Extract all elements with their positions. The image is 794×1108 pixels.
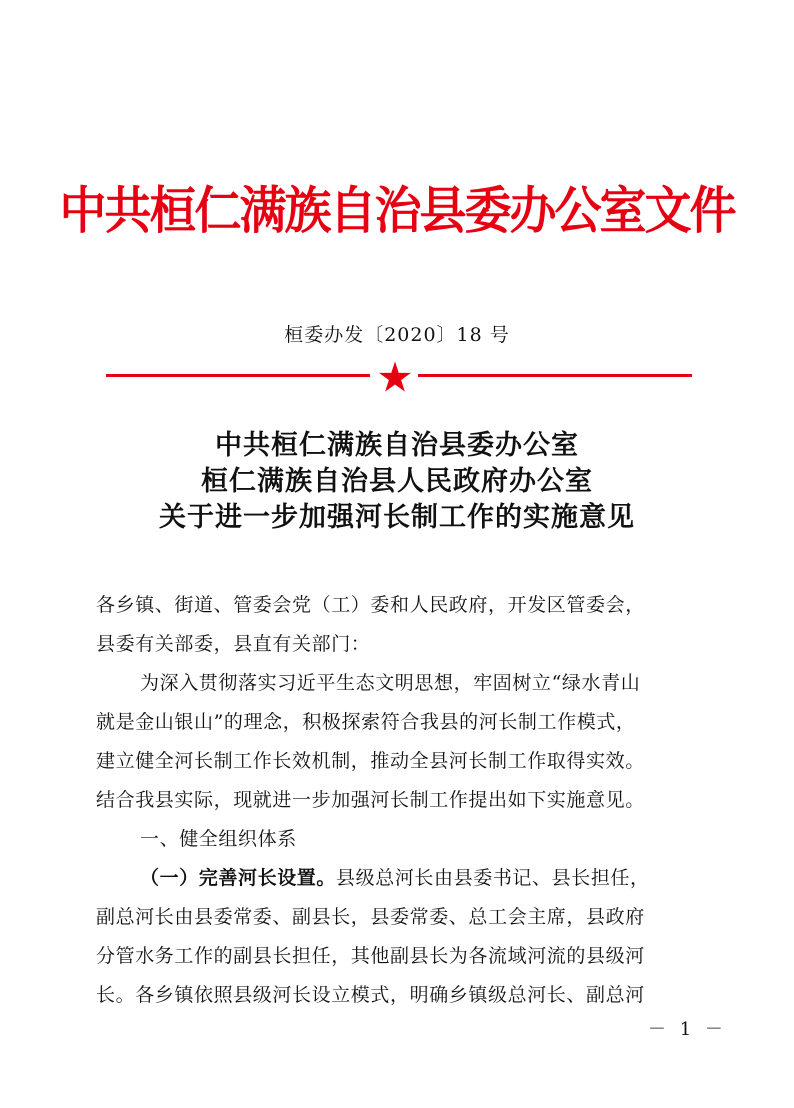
document-main-title [0, 428, 794, 536]
title-line: 中共桓仁满族自治县委办公室 [215, 430, 579, 461]
subsection-paragraph-line: 副总河长由县委常委、副县长，县委常委、总工会主席，县政府 [96, 906, 645, 928]
divider-line-left [106, 374, 370, 377]
red-divider [106, 360, 692, 394]
document-number: 桓委办发〔2020〕18 号 [284, 324, 510, 346]
document-body [96, 586, 716, 1015]
intro-paragraph-line: 就是金山银山”的理念，积极探索符合我县的河长制工作模式， [96, 711, 636, 733]
document-header-title: 中共桓仁满族自治县委办公室文件 [59, 181, 735, 242]
subsection-paragraph-line: 分管水务工作的副县长担任，其他副县长为各流域河流的县级河 [96, 945, 645, 967]
intro-paragraph-line: 结合我县实际，现就进一步加强河长制工作提出如下实施意见。 [96, 789, 645, 811]
title-line: 桓仁满族自治县人民政府办公室 [201, 466, 593, 497]
subsection-paragraph-line [96, 859, 716, 898]
subsection-paragraph-line: 长。各乡镇依照县级河长设立模式，明确乡镇级总河长、副总河 [96, 984, 645, 1006]
title-line: 关于进一步加强河长制工作的实施意见 [159, 502, 635, 533]
subsection-text: 县级总河长由县委书记、县长担任， [336, 867, 650, 889]
star-icon [378, 360, 412, 394]
page-number: － 1 － [648, 1019, 727, 1040]
intro-paragraph-line: 为深入贯彻落实习近平生态文明思想，牢固树立“绿水青山 [140, 672, 641, 694]
intro-paragraph-line: 建立健全河长制工作长效机制，推动全县河长制工作取得实效。 [96, 750, 645, 772]
recipients-line: 县委有关部委，县直有关部门： [96, 633, 371, 655]
recipients-line: 各乡镇、街道、管委会党（工）委和人民政府，开发区管委会， [96, 594, 645, 616]
section-heading: 一、健全组织体系 [140, 828, 297, 850]
subsection-label: （一）完善河长设置。 [140, 867, 337, 889]
divider-line-right [418, 374, 692, 377]
